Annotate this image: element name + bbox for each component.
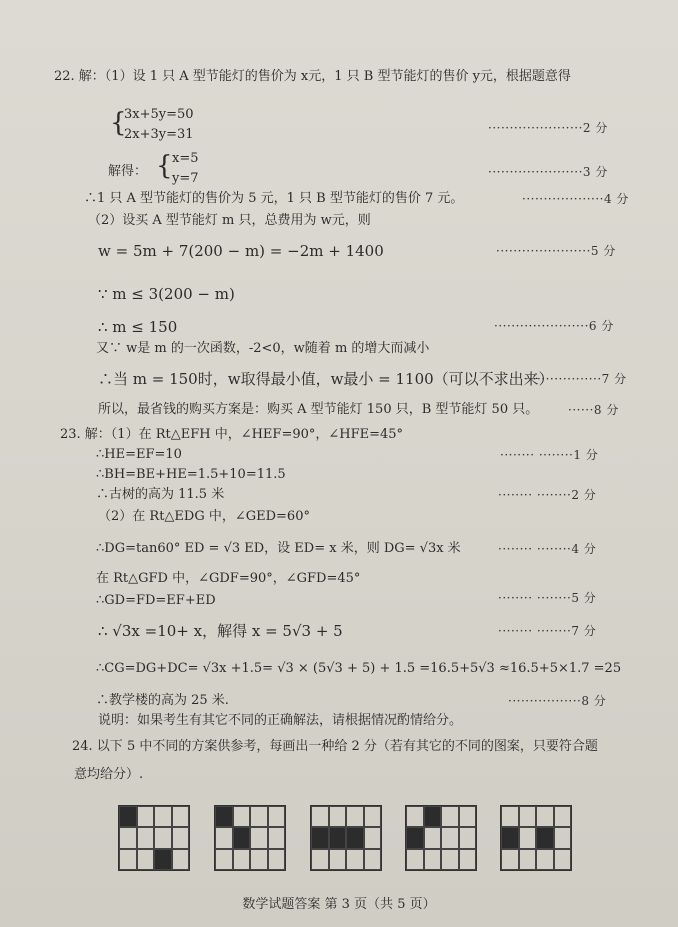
- shaded-cell: [346, 827, 364, 848]
- score-6: ······················6 分: [494, 319, 614, 333]
- score-2: ······················2 分: [488, 121, 608, 135]
- grid-cell: [519, 849, 537, 870]
- score-23-1: ········ ········1 分: [500, 448, 599, 462]
- shaded-cell: [215, 806, 233, 827]
- grid-cell: [250, 827, 268, 848]
- shaded-cell: [154, 849, 172, 870]
- grid-cell: [137, 827, 155, 848]
- score-23-8: ·················8 分: [508, 694, 607, 708]
- grid-cell: [364, 827, 382, 848]
- shaded-cell: [119, 806, 137, 827]
- grid-cell: [172, 849, 190, 870]
- solution-brace: {: [156, 151, 173, 181]
- solution-y: y=7: [172, 171, 199, 186]
- q24-intro-cont: 意均给分）.: [74, 767, 144, 782]
- system-brace: {: [110, 108, 127, 138]
- shaded-cell: [501, 827, 519, 848]
- score-7: ··················7 分: [524, 372, 627, 386]
- q23-gd: ∴GD=FD=EF+ED: [96, 593, 216, 608]
- grid-cell: [554, 806, 572, 827]
- inequality-therefore: ∴ m ≤ 150: [98, 318, 178, 336]
- shaded-cell: [329, 827, 347, 848]
- score-23-5: ········ ········5 分: [498, 591, 597, 605]
- grid-cell: [424, 849, 442, 870]
- shaded-cell: [536, 827, 554, 848]
- grid-cell: [172, 827, 190, 848]
- grid-cell: [268, 806, 286, 827]
- w-equation: w = 5m + 7(200 − m) = −2m + 1400: [98, 242, 384, 260]
- inequality-because: ∵ m ≤ 3(200 − m): [98, 285, 235, 303]
- q23-bh: ∴BH=BE+HE=1.5+10=11.5: [96, 467, 286, 482]
- grid-cell: [441, 827, 459, 848]
- linear-function-note: 又∵ w是 m 的一次函数，-2<0，w随着 m 的增大而减小: [96, 341, 430, 356]
- part-2-setup: （2）设买 A 型节能灯 m 只，总费用为 w元，则: [88, 213, 371, 228]
- shaded-cell: [406, 827, 424, 848]
- solution-x: x=5: [172, 151, 199, 166]
- grid-cell: [536, 806, 554, 827]
- page-footer: 数学试题答案 第 3 页（共 5 页）: [242, 897, 436, 912]
- grid-cell: [364, 849, 382, 870]
- grid-cell: [519, 827, 537, 848]
- grid-cell: [137, 806, 155, 827]
- equation-1: 3x+5y=50: [124, 107, 194, 122]
- grading-note: 说明：如果考生有其它不同的正确解法，请根据情况酌情给分。: [98, 713, 463, 728]
- equation-2: 2x+3y=31: [124, 127, 194, 142]
- grid-cell: [119, 827, 137, 848]
- grid-cell: [215, 827, 233, 848]
- q23-tree-height: ∴古树的高为 11.5 米: [96, 487, 225, 502]
- shaded-cell: [311, 827, 329, 848]
- shaded-cell: [233, 827, 251, 848]
- grid-cell: [329, 849, 347, 870]
- grid-cell: [459, 827, 477, 848]
- pattern-grid-5: [500, 805, 572, 871]
- grid-cell: [554, 849, 572, 870]
- score-8: ······8 分: [568, 403, 619, 417]
- q23-he: ∴HE=EF=10: [96, 447, 182, 462]
- grid-cell: [329, 806, 347, 827]
- score-23-4: ········ ········4 分: [498, 542, 597, 556]
- score-4: ···················4 分: [522, 192, 629, 206]
- pattern-grid-4: [405, 805, 477, 871]
- q24-intro: 24. 以下 5 中不同的方案供参考，每画出一种给 2 分（若有其它的不同的图案，只要符合题: [72, 739, 598, 754]
- final-plan-22: 所以，最省钱的购买方案是：购买 A 型节能灯 150 只，B 型节能灯 50 只。: [98, 402, 539, 417]
- score-3: ······················3 分: [488, 165, 608, 179]
- q23-dg: ∴DG=tan60° ED = √3 ED，设 ED= x 米，则 DG= √3x 米: [96, 541, 461, 556]
- grid-cell: [311, 849, 329, 870]
- grid-cell: [441, 849, 459, 870]
- q23-building: ∴教学楼的高为 25 米.: [96, 693, 229, 708]
- grid-cell: [250, 806, 268, 827]
- conclusion-1: ∴1 只 A 型节能灯的售价为 5 元，1 只 B 型节能灯的售价 7 元。: [84, 191, 464, 206]
- grid-cell: [268, 827, 286, 848]
- pattern-grid-1: [118, 805, 190, 871]
- grid-cell: [406, 806, 424, 827]
- minimum-value: ∴当 m = 150时，w取得最小值，w最小 = 1100（可以不求出来）: [98, 370, 554, 388]
- pattern-grid-3: [310, 805, 382, 871]
- pattern-grid-2: [214, 805, 286, 871]
- grid-cell: [364, 806, 382, 827]
- grid-cell: [137, 849, 155, 870]
- grid-cell: [536, 849, 554, 870]
- solve-label: 解得：: [108, 164, 148, 179]
- grid-cell: [459, 806, 477, 827]
- grid-cell: [154, 806, 172, 827]
- grid-cell: [311, 806, 329, 827]
- grid-cell: [501, 806, 519, 827]
- grid-cell: [268, 849, 286, 870]
- q23-gfd: 在 Rt△GFD 中，∠GDF=90°，∠GFD=45°: [96, 571, 361, 586]
- q23-part-2: （2）在 Rt△EDG 中，∠GED=60°: [98, 509, 310, 524]
- grid-cell: [459, 849, 477, 870]
- q22-intro: 22. 解：（1）设 1 只 A 型节能灯的售价为 x元，1 只 B 型节能灯的售价 y元，根据题意得: [54, 69, 571, 84]
- grid-cell: [154, 827, 172, 848]
- score-23-2: ········ ········2 分: [498, 488, 597, 502]
- grid-cell: [233, 806, 251, 827]
- shaded-cell: [424, 806, 442, 827]
- score-5: ······················5 分: [496, 244, 616, 258]
- q23-solve-x: ∴ √3x =10+ x，解得 x = 5√3 + 5: [98, 622, 343, 640]
- grid-cell: [346, 806, 364, 827]
- score-23-7: ········ ········7 分: [498, 624, 597, 638]
- grid-cell: [172, 806, 190, 827]
- grid-cell: [406, 849, 424, 870]
- grid-cell: [233, 849, 251, 870]
- grid-cell: [215, 849, 233, 870]
- grid-cell: [501, 849, 519, 870]
- grid-cell: [346, 849, 364, 870]
- grid-cell: [554, 827, 572, 848]
- q23-intro: 23. 解：（1）在 Rt△EFH 中，∠HEF=90°，∠HFE=45°: [60, 427, 404, 442]
- grid-cell: [519, 806, 537, 827]
- grid-cell: [119, 849, 137, 870]
- grid-cell: [424, 827, 442, 848]
- grid-cell: [441, 806, 459, 827]
- grid-cell: [250, 849, 268, 870]
- q23-cg: ∴CG=DG+DC= √3x +1.5= √3 × (5√3 + 5) + 1.5 =16.5+5√3 ≈16.5+5×1.7 =25: [96, 661, 622, 676]
